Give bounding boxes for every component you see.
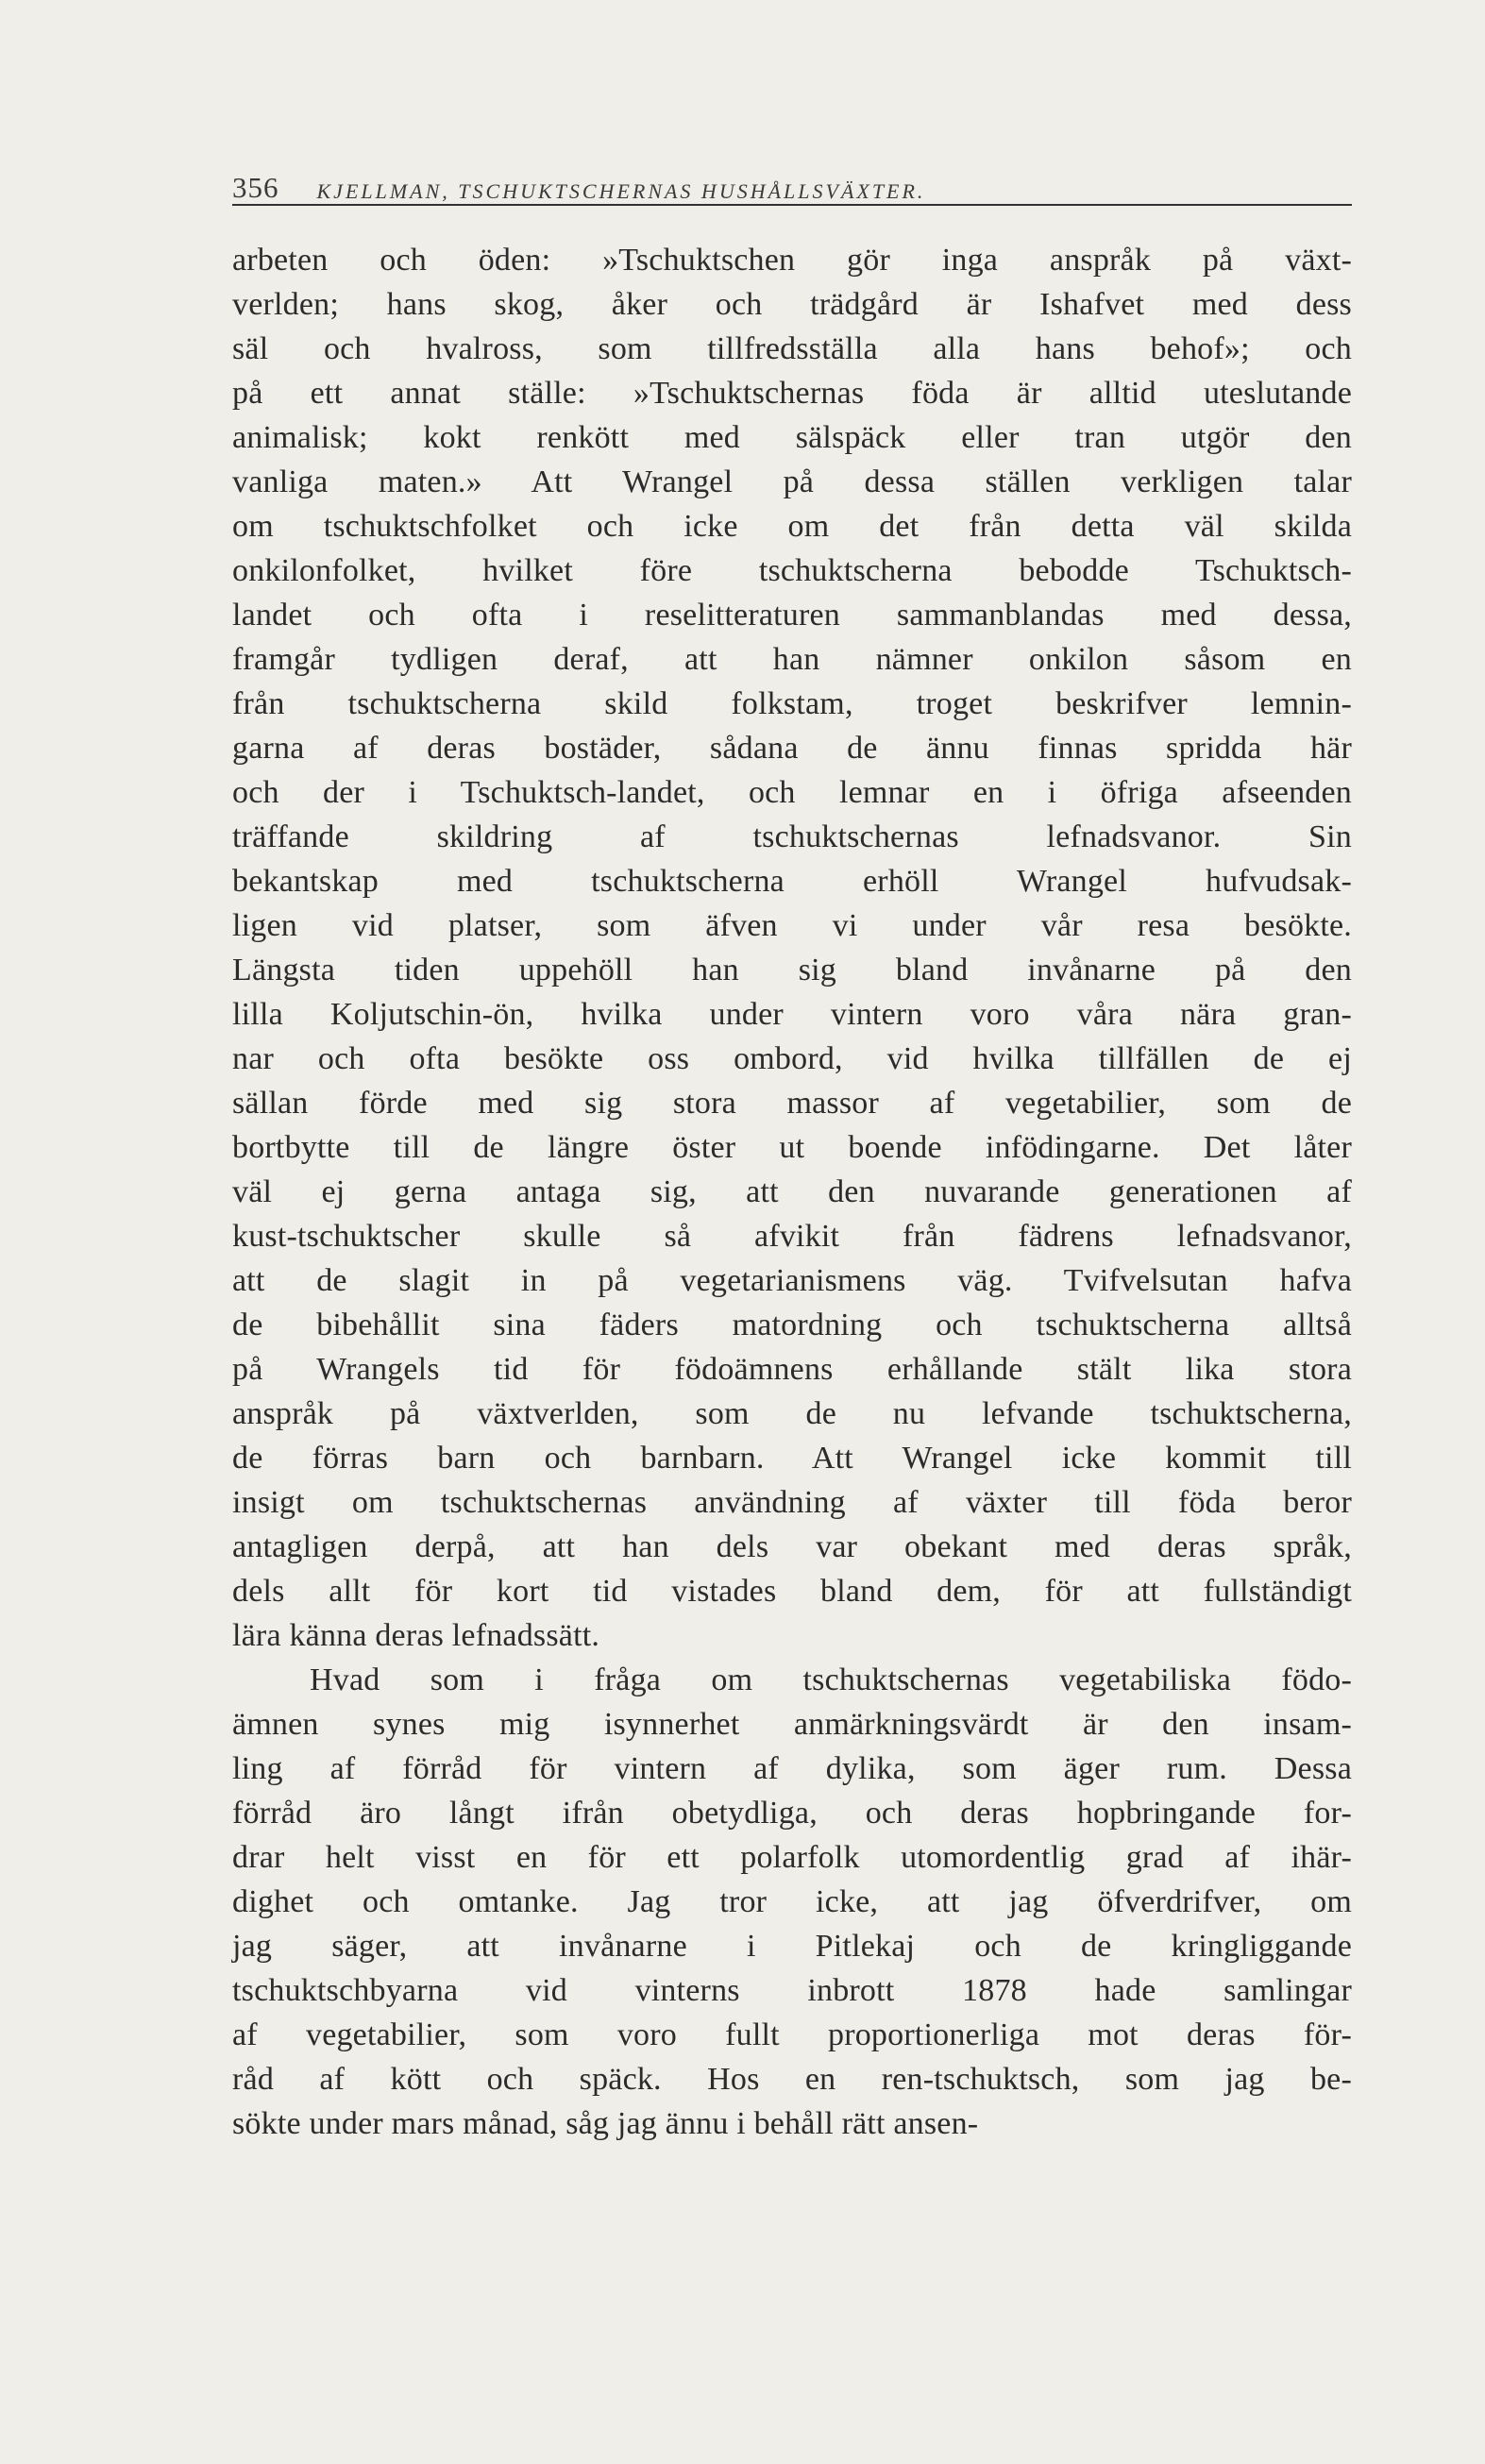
paragraph bbox=[232, 238, 1352, 1658]
text-line: lära känna deras lefnadssätt. bbox=[232, 1618, 600, 1653]
text-line: verlden; hans skog, åker och trädgård är Ishafvet med dess bbox=[232, 287, 1352, 322]
text-line: drar helt visst en för ett polarfolk utomordentlig grad af ihär- bbox=[232, 1840, 1352, 1875]
text-line: framgår tydligen deraf, att han nämner onkilon såsom en bbox=[232, 642, 1352, 677]
page-number: 356 bbox=[232, 171, 279, 204]
text-line: anspråk på växtverlden, som de nu lefvande tschuktscherna, bbox=[232, 1396, 1352, 1431]
text-line: Hvad som i fråga om tschuktschernas vegetabiliska födo- bbox=[310, 1662, 1352, 1697]
text-line: sällan förde med sig stora massor af vegetabilier, som de bbox=[232, 1086, 1352, 1121]
text-line: jag säger, att invånarne i Pitlekaj och de kringliggande bbox=[232, 1929, 1352, 1964]
text-line: och der i Tschuktsch-landet, och lemnar en i öfriga afseenden bbox=[232, 775, 1352, 810]
text-line: antagligen derpå, att han dels var obekant med deras språk, bbox=[232, 1529, 1352, 1564]
text-line: lilla Koljutschin-ön, hvilka under vintern voro våra nära gran- bbox=[232, 997, 1352, 1032]
text-line: om tschuktschfolket och icke om det från detta väl skilda bbox=[232, 509, 1352, 544]
text-line: animalisk; kokt renkött med sälspäck eller tran utgör den bbox=[232, 420, 1352, 455]
text-line: ling af förråd för vintern af dylika, som äger rum. Dessa bbox=[232, 1751, 1352, 1786]
text-line: sökte under mars månad, såg jag ännu i behåll rätt ansen- bbox=[232, 2106, 979, 2141]
text-line: landet och ofta i reselitteraturen sammanblandas med dessa, bbox=[232, 598, 1352, 633]
text-line: dels allt för kort tid vistades bland dem, för att fullständigt bbox=[232, 1574, 1352, 1609]
text-line: ligen vid platser, som äfven vi under vår resa besökte. bbox=[232, 908, 1352, 943]
text-line: väl ej gerna antaga sig, att den nuvarande generationen af bbox=[232, 1174, 1352, 1209]
text-line: på Wrangels tid för födoämnens erhållande stält lika stora bbox=[232, 1352, 1352, 1387]
text-line: tschuktschbyarna vid vinterns inbrott 1878 hade samlingar bbox=[232, 1973, 1352, 2008]
header-rule bbox=[232, 204, 1352, 206]
text-line: onkilonfolket, hvilket före tschuktscherna bebodde Tschuktsch- bbox=[232, 553, 1352, 588]
text-line: vanliga maten.» Att Wrangel på dessa ställen verkligen talar bbox=[232, 464, 1352, 499]
text-line: träffande skildring af tschuktschernas lefnadsvanor. Sin bbox=[232, 819, 1352, 854]
text-line: nar och ofta besökte oss ombord, vid hvilka tillfällen de ej bbox=[232, 1041, 1352, 1076]
text-line: insigt om tschuktschernas användning af växter till föda beror bbox=[232, 1485, 1352, 1520]
text-line: att de slagit in på vegetarianismens väg. Tvifvelsutan hafva bbox=[232, 1263, 1352, 1298]
paragraph bbox=[232, 1658, 1352, 2146]
running-title: KJELLMAN, TSCHUKTSCHERNAS HUSHÅLLSVÄXTER. bbox=[316, 179, 926, 203]
text-line: säl och hvalross, som tillfredsställa alla hans behof»; och bbox=[232, 331, 1352, 366]
text-line: af vegetabilier, som voro fullt proportionerliga mot deras för- bbox=[232, 2017, 1352, 2052]
text-line: kust-tschuktscher skulle så afvikit från fädrens lefnadsvanor, bbox=[232, 1219, 1352, 1254]
text-line: förråd äro långt ifrån obetydliga, och deras hopbringande for- bbox=[232, 1796, 1352, 1831]
text-line: bekantskap med tschuktscherna erhöll Wrangel hufvudsak- bbox=[232, 864, 1352, 899]
text-line: garna af deras bostäder, sådana de ännu finnas spridda här bbox=[232, 731, 1352, 766]
text-line: dighet och omtanke. Jag tror icke, att jag öfverdrifver, om bbox=[232, 1884, 1352, 1919]
text-line: på ett annat ställe: »Tschuktschernas föda är alltid uteslutande bbox=[232, 376, 1352, 411]
text-line: arbeten och öden: »Tschuktschen gör inga anspråk på växt- bbox=[232, 243, 1352, 278]
text-line: från tschuktscherna skild folkstam, troget beskrifver lemnin- bbox=[232, 686, 1352, 721]
text-line: bortbytte till de längre öster ut boende infödingarne. Det låter bbox=[232, 1130, 1352, 1165]
text-line: de bibehållit sina fäders matordning och tschuktscherna alltså bbox=[232, 1308, 1352, 1342]
text-line: ämnen synes mig isynnerhet anmärkningsvärdt är den insam- bbox=[232, 1707, 1352, 1742]
text-line: råd af kött och späck. Hos en ren-tschuktsch, som jag be- bbox=[232, 2062, 1352, 2097]
text-line: Längsta tiden uppehöll han sig bland invånarne på den bbox=[232, 953, 1352, 987]
running-header bbox=[232, 160, 1348, 202]
body-text bbox=[232, 238, 1352, 2146]
text-line: de förras barn och barnbarn. Att Wrangel icke kommit till bbox=[232, 1441, 1352, 1476]
